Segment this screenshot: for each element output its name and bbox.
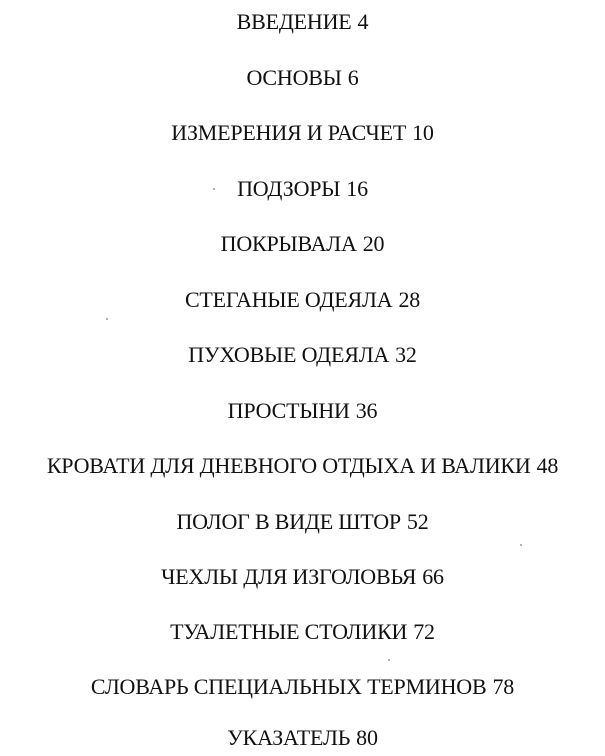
toc-entry-title: СТЕГАНЫЕ ОДЕЯЛА — [184, 287, 393, 312]
toc-entry-title: ПОДЗОРЫ — [237, 176, 341, 201]
toc-entry-index[interactable] — [0, 723, 605, 753]
scan-speck — [388, 659, 390, 661]
toc-entry-introduction[interactable] — [0, 7, 605, 37]
toc-entry-title: УКАЗАТЕЛЬ — [227, 725, 351, 750]
toc-entry-headboard-covers[interactable] — [0, 562, 605, 592]
scan-speck — [213, 188, 215, 190]
toc-entry-title: ЧЕХЛЫ ДЛЯ ИЗГОЛОВЬЯ — [161, 564, 417, 589]
toc-entry-title: ВВЕДЕНИЕ — [236, 9, 352, 34]
toc-entry-title: ПОЛОГ В ВИДЕ ШТОР — [176, 509, 401, 534]
toc-entry-bedspreads[interactable] — [0, 229, 605, 259]
toc-entry-page: 78 — [492, 674, 515, 699]
toc-entry-page: 66 — [422, 564, 444, 589]
toc-entry-page: 4 — [357, 9, 369, 34]
toc-entry-page: 80 — [356, 725, 378, 750]
toc-entry-dressing-tables[interactable] — [0, 617, 605, 647]
toc-entry-valances[interactable] — [0, 174, 605, 204]
toc-entry-page: 32 — [395, 342, 417, 367]
toc-entry-title: ТУАЛЕТНЫЕ СТОЛИКИ — [170, 619, 408, 644]
toc-entry-page: 36 — [355, 398, 378, 423]
toc-entry-page: 28 — [398, 287, 421, 312]
toc-entry-page: 72 — [413, 619, 435, 644]
toc-entry-title: ИЗМЕРЕНИЯ И РАСЧЕТ — [171, 120, 407, 145]
scan-speck — [106, 318, 108, 320]
toc-entry-daybeds-bolsters[interactable] — [0, 451, 605, 481]
toc-entry-page: 10 — [412, 120, 434, 145]
toc-entry-glossary[interactable] — [0, 672, 605, 702]
toc-entry-title: ПУХОВЫЕ ОДЕЯЛА — [188, 342, 390, 367]
toc-entry-title: КРОВАТИ ДЛЯ ДНЕВНОГО ОТДЫХА И ВАЛИКИ — [46, 453, 531, 478]
toc-entry-title: СЛОВАРЬ СПЕЦИАЛЬНЫХ ТЕРМИНОВ — [90, 674, 487, 699]
toc-entry-title: ПРОСТЫНИ — [227, 398, 350, 423]
toc-entry-page: 48 — [536, 453, 559, 478]
toc-entry-sheets[interactable] — [0, 396, 605, 426]
toc-entry-page: 6 — [347, 65, 359, 90]
toc-entry-basics[interactable] — [0, 63, 605, 93]
toc-entry-title: ПОКРЫВАЛА — [220, 231, 357, 256]
toc-entry-quilts[interactable] — [0, 285, 605, 315]
toc-entry-page: 52 — [406, 509, 429, 534]
toc-entry-page: 20 — [362, 231, 385, 256]
toc-entry-title: ОСНОВЫ — [246, 65, 342, 90]
scan-speck — [520, 544, 522, 546]
toc-entry-measurements[interactable] — [0, 118, 605, 148]
toc-entry-duvets[interactable] — [0, 340, 605, 370]
toc-entry-canopy-curtains[interactable] — [0, 507, 605, 537]
toc-entry-page: 16 — [346, 176, 368, 201]
